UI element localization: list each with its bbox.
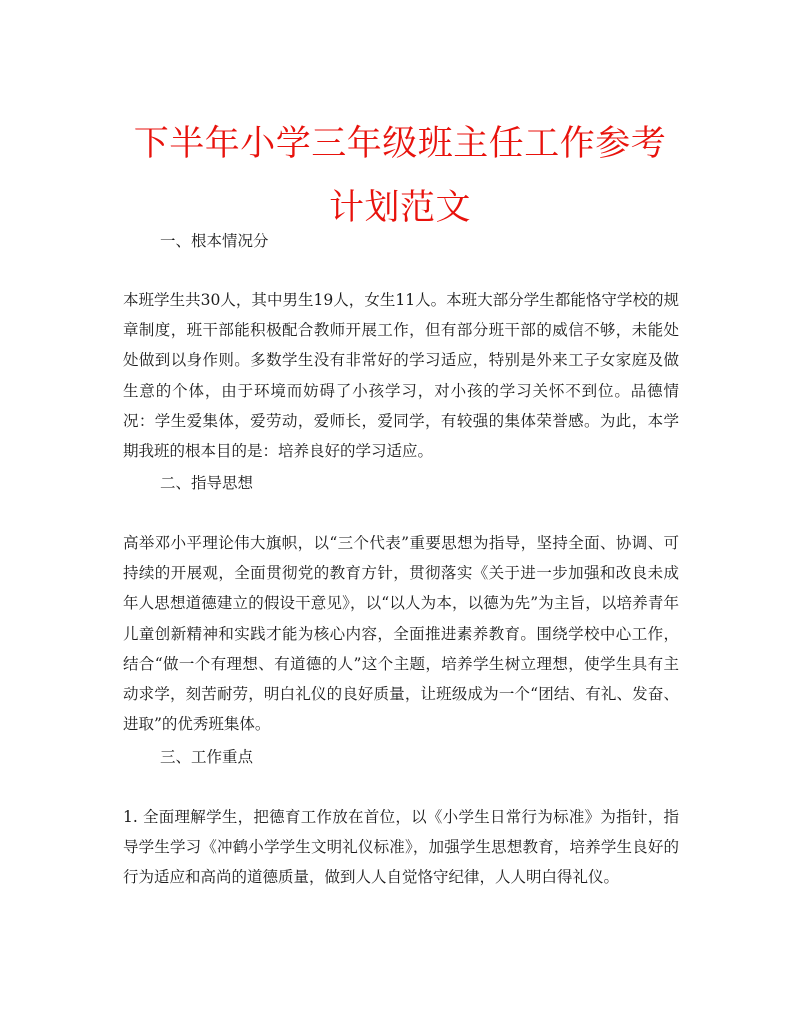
section-heading-work-focus: 三、工作重点 [160, 748, 254, 766]
section-body-basic-situation: 本班学生共30人，其中男生19人，女生11人。本班大部分学生都能恪守学校的规章制度，班干部能积极配合教师开展工作，但有部分班干部的威信不够，未能处处做到以身作则。多数学生没有非常好的学习适应，特别是外来工子女家庭及做生意的个体，由于环境而妨碍了小孩学习，对小孩的学习关怀不到位。品德情况：学生爱集体，爱劳动，爱师长，爱同学，有较强的集体荣誉感。为此，本学期我班的根本目的是：培养良好的学习适应。 [123, 291, 679, 461]
section-heading-guiding-ideology: 二、指导思想 [160, 474, 254, 492]
document-title: 下半年小学三年级班主任工作参考计划范文 [133, 124, 667, 228]
section-heading-basic-situation: 一、根本情况分 [160, 232, 269, 250]
section-body-work-focus: 1. 全面理解学生，把德育工作放在首位，以《小学生日常行为标准》为指针，指导学生学习《冲鹤小学学生文明礼仪标准》，加强学生思想教育，培养学生良好的行为适应和高尚的道德质量，做到人人自觉恪守纪律，人人明白得礼仪。 [123, 808, 679, 887]
section-body-guiding-ideology: 高举邓小平理论伟大旗帜，以“三个代表”重要思想为指导，坚持全面、协调、可持续的开展观，全面贯彻党的教育方针，贯彻落实《关于进一步加强和改良未成年人思想道德建立的假设干意见》，以“以人为本，以德为先”为主旨，以培养青年儿童创新精神和实践才能为核心内容，全面推进素养教育。围绕学校中心工作，结合“做一个有理想、有道德的人”这个主题，培养学生树立理想，使学生具有主动求学，刻苦耐劳，明白礼仪的良好质量，让班级成为一个“团结、有礼、发奋、进取”的优秀班集体。 [123, 534, 679, 734]
